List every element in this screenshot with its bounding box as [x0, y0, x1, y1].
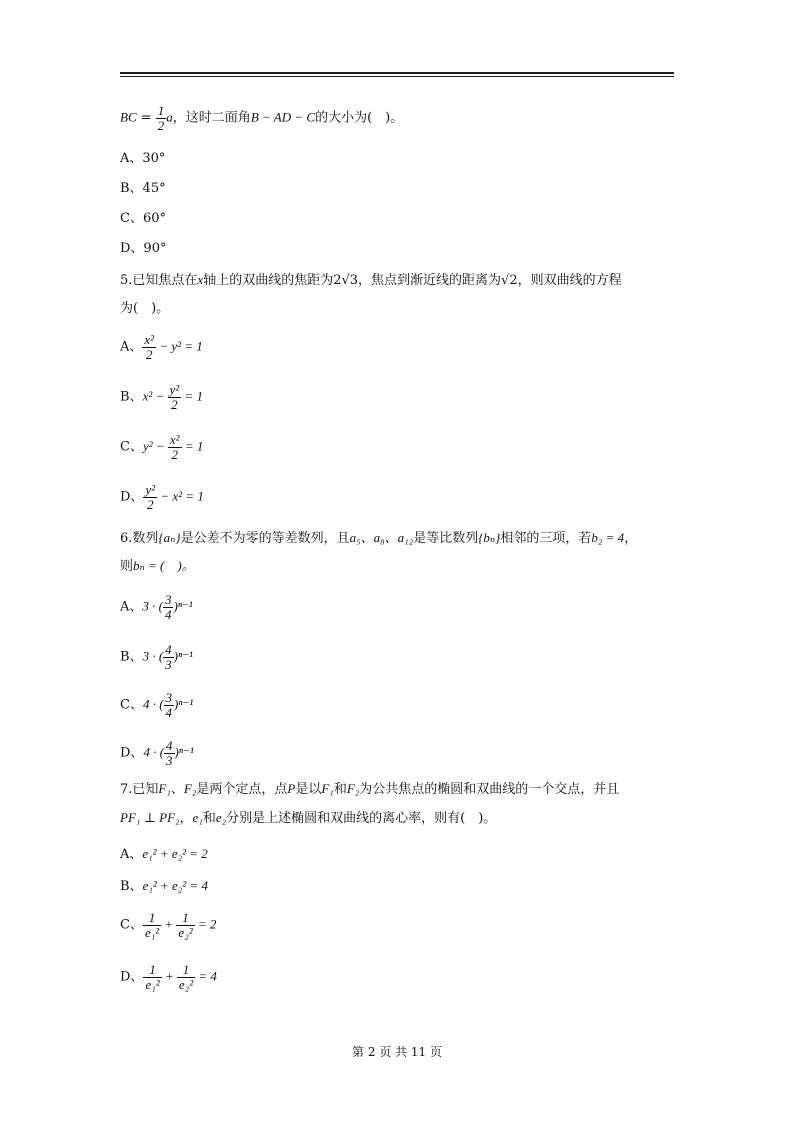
text: ， [624, 531, 638, 546]
text: ，这时二面角 [172, 110, 251, 126]
frac-num: 3 [165, 690, 173, 705]
frac-den: 2 [147, 496, 154, 512]
frac-num: x² [169, 432, 180, 447]
option-label: A、 [120, 599, 143, 615]
fraction [143, 911, 161, 939]
text: 5.已知焦点在 [120, 273, 198, 288]
frac-den: 3 [165, 656, 172, 672]
text: 7.已知 [120, 782, 159, 797]
q5-option-b [120, 383, 203, 411]
frac-num: 4 [166, 738, 173, 753]
text: ，则双曲线的方程 [517, 273, 622, 288]
q5-option-c [120, 433, 203, 461]
frac-den: 2 [171, 396, 178, 412]
math-f1: F₁ [321, 781, 334, 796]
q7-option-a [120, 847, 208, 861]
q7-option-c [120, 911, 216, 939]
math: {bₙ} [478, 530, 501, 545]
fraction [168, 433, 182, 461]
equals: = [136, 110, 156, 126]
frac-num: 4 [165, 642, 172, 657]
q7-stem-line2 [120, 811, 496, 825]
header-rule-thick [120, 72, 674, 74]
math: b₂ = 4 [591, 530, 625, 545]
math: 3 · ( [142, 598, 163, 614]
fraction [163, 593, 174, 621]
math-x: x [197, 272, 204, 287]
option-label: D、 [120, 489, 144, 505]
frac-num: 1 [143, 963, 161, 978]
q5-option-d [120, 483, 204, 511]
frac-den: e₁² [144, 924, 160, 940]
fraction [168, 383, 182, 411]
q6-option-b [120, 643, 193, 671]
text: ， [179, 811, 193, 826]
frac-num: 1 [176, 911, 194, 926]
fraction [143, 963, 161, 991]
math: e₁² + e₂² = 2 [142, 846, 208, 861]
q5-stem-line1 [120, 273, 622, 287]
frac-num: 3 [164, 592, 172, 607]
text: ，焦点到渐近线的距离为 [358, 273, 502, 288]
option-label: A、 [120, 339, 143, 355]
fraction [164, 691, 175, 719]
frac-den: 4 [164, 606, 172, 622]
q5-stem-line2: 为( )。 [120, 301, 170, 316]
math: bₙ = ( )。 [133, 558, 195, 573]
q6-option-c [120, 691, 193, 719]
text: 是两个定点，点 [196, 782, 288, 797]
text: 是以 [295, 782, 322, 797]
q6-option-a [120, 593, 193, 621]
frac-num: x² [144, 332, 155, 347]
text: 是等比数列 [413, 531, 479, 546]
frac-den: 3 [166, 752, 173, 768]
math-f1: F₁ [158, 781, 171, 796]
fraction [143, 483, 157, 511]
fraction [164, 739, 175, 767]
option-label: A、 [120, 847, 143, 862]
header-rule-thin [120, 76, 674, 77]
frac-num: 1 [157, 103, 165, 118]
frac-den: e₂² [178, 976, 194, 992]
math: 4 · ( [143, 744, 165, 760]
fraction [177, 963, 195, 991]
frac-num: y² [145, 482, 156, 497]
frac-num: y² [169, 382, 180, 397]
q7-option-d [120, 963, 217, 991]
text: 和 [202, 811, 216, 826]
math: = 4 [195, 968, 217, 984]
option-label: C、 [120, 917, 143, 933]
q4-option-d: D、90° [120, 241, 167, 256]
q7-stem-line1 [120, 782, 619, 796]
frac-den: e₂² [178, 924, 193, 940]
text: 则 [120, 559, 134, 574]
math: 4 · ( [142, 696, 164, 712]
math: + [161, 916, 177, 932]
math: )ⁿ⁻¹ [173, 598, 193, 614]
q6-option-d [120, 739, 194, 767]
q4-option-c: C、60° [120, 211, 166, 226]
math-p: P [287, 781, 296, 796]
q4-option-a: A、30° [120, 151, 166, 166]
math: = 1 [181, 438, 204, 454]
text: 轴上的双曲线的焦距为 [203, 273, 334, 288]
frac-den: 4 [165, 704, 173, 720]
frac-den: 2 [157, 117, 165, 133]
math-a: a [166, 109, 173, 125]
math: )ⁿ⁻¹ [173, 648, 193, 664]
math: a₅、a₈、a₁₂ [349, 530, 414, 545]
math-angle: B − AD − C [250, 109, 316, 125]
text: 6.数列 [120, 531, 159, 546]
text: 为公共焦点的椭圆和双曲线的一个交点，并且 [359, 782, 620, 797]
fraction-half [156, 104, 167, 132]
math: x² − [142, 388, 168, 404]
text: 和 [333, 782, 347, 797]
frac-den: 2 [145, 346, 153, 362]
q4-option-b: B、45° [120, 181, 166, 196]
math: = 2 [194, 916, 217, 932]
math: 3 · ( [142, 648, 164, 664]
frac-den: 2 [171, 446, 178, 462]
text: 、 [170, 782, 184, 797]
q5-option-a [120, 333, 203, 361]
math: )ⁿ⁻¹ [174, 744, 194, 760]
math: + [161, 968, 177, 984]
text: 相邻的三项，若 [500, 531, 592, 546]
math: {aₙ} [158, 530, 181, 545]
math: y² − [142, 438, 168, 454]
math-focal: 2√3 [333, 273, 359, 288]
text: 的大小为( )。 [315, 110, 404, 126]
q6-stem-line1 [120, 531, 637, 545]
math: − x² = 1 [157, 488, 204, 504]
fraction [176, 911, 194, 939]
option-label: B、 [120, 879, 143, 894]
math: − y² = 1 [156, 338, 203, 354]
option-label: C、 [120, 439, 143, 455]
math: PF₁ ⊥ PF₂ [120, 810, 180, 825]
fraction [163, 643, 174, 671]
option-label: D、 [120, 969, 144, 985]
frac-num: 1 [177, 963, 195, 978]
q6-stem-line2 [120, 559, 195, 573]
math: e₂ [215, 810, 227, 825]
option-label: B、 [120, 649, 143, 665]
option-label: C、 [120, 697, 143, 713]
q7-option-b [120, 879, 208, 893]
math-f2: F₂ [183, 781, 197, 796]
option-label: D、 [120, 745, 144, 761]
math-dist: √2 [501, 273, 518, 288]
frac-den: e₁² [145, 976, 160, 992]
math-f2: F₂ [346, 781, 360, 796]
math: )ⁿ⁻¹ [174, 696, 194, 712]
frac-num: 1 [143, 911, 161, 926]
math: e₁² + e₂² = 4 [142, 878, 208, 893]
page-footer: 第 2 页 共 11 页 [352, 1045, 442, 1059]
text: 分别是上述椭圆和双曲线的离心率，则有( )。 [226, 811, 497, 826]
option-label: B、 [120, 389, 143, 405]
fraction [142, 333, 156, 361]
math: = 1 [181, 388, 203, 404]
q4-continuation [120, 104, 403, 132]
math-bc: BC [120, 109, 137, 125]
math: e₁ [192, 810, 203, 825]
text: 是公差不为零的等差数列，且 [180, 531, 350, 546]
